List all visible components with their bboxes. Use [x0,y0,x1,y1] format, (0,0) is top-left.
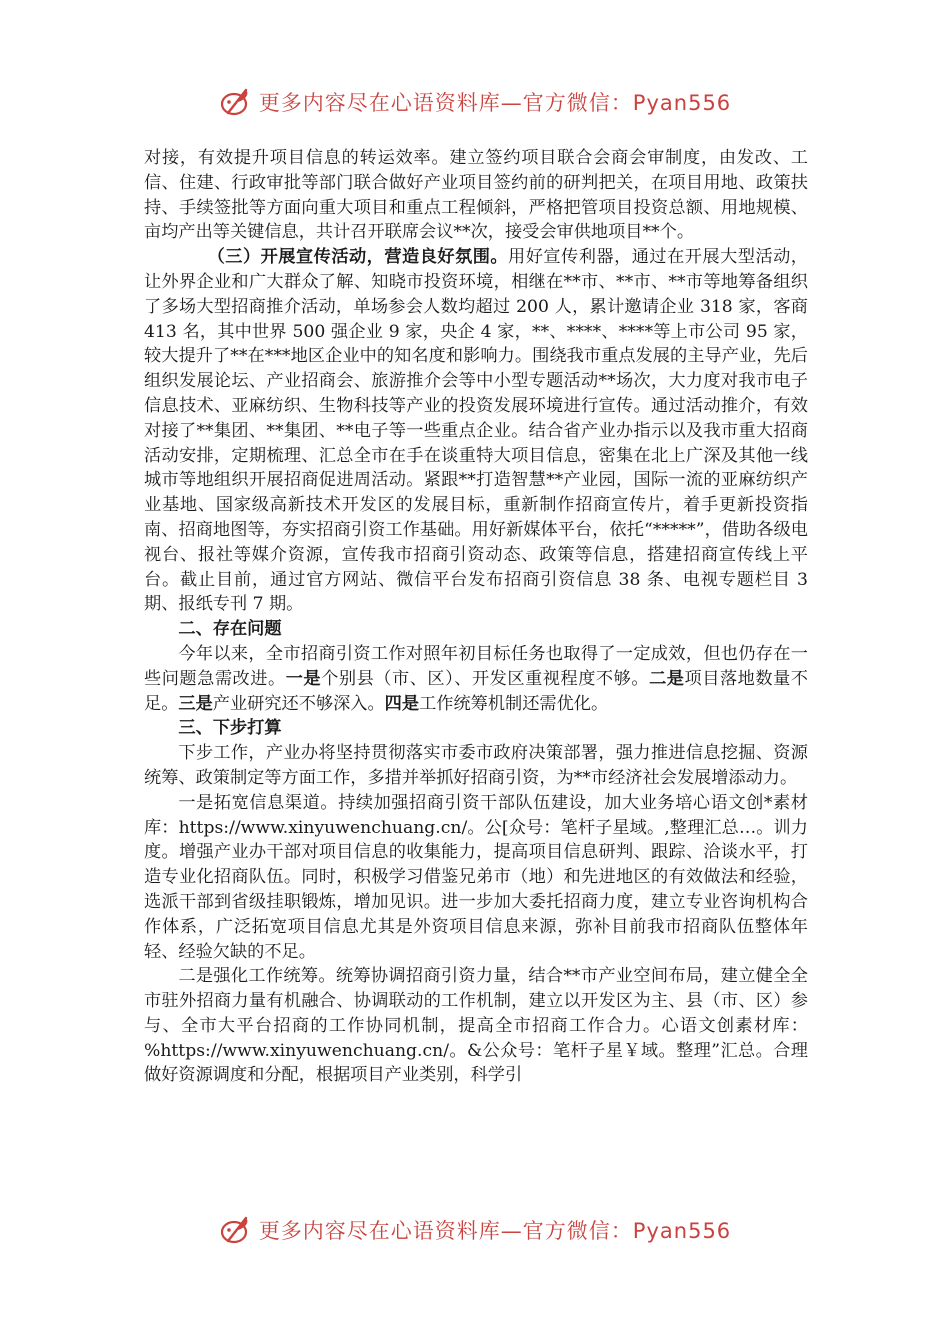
section-heading-problems [144,617,808,642]
text-run: 产业研究还不够深入。 [212,693,385,714]
text-run: 个别县（市、区）、开发区重视程度不够。 [321,668,650,689]
text-run: 今年以来，全市招商引资工作对照年初目标任务也取得了一定成效，但也仍存在一些问题急需改进。 [144,643,808,689]
paragraph-strengthen-coordination [144,964,808,1088]
document-body [144,146,808,1088]
paragraph-promotion-activities [144,245,808,617]
text-run: 二是强化工作统筹。统筹协调招商引资力量，结合**市产业空间布局，建立健全全市驻外招商力量有机融合、协调联动的工作机制，建立以开发区为主、县（市、区）参与、全市大平台招商的工作协同机制，提高全市招商工作合力。心语文创素材库：%https://www.xinyuwenchuang.cn/。&公众号：笔杆子星￥域。整理”汇总。合理做好资源调度和分配，根据项目产业类别，科学引 [144,966,808,1086]
paragraph-expand-info-channels [144,791,808,965]
paragraph-next-steps-intro [144,741,808,791]
bold-run: （三）开展宣传活动，营造良好氛围。 [207,247,509,268]
quill-logo-icon [219,1213,253,1247]
bold-run: 四是 [384,693,420,714]
text-run: 一是拓宽信息渠道。持续加强招商引资干部队伍建设，加大业务培心语文创*素材库：https://www.xinyuwenchuang.cn/。公[众号：笔杆子星域。,整理汇总…。训力度。增强产业办干部对项目信息的收集能力，提高项目信息研判、跟踪、洽谈水平，打造专业化招商队伍。同时，积极学习借鉴兄弟市（地）和先进地区的有效做法和经验，选派干部到省级挂职锻炼，增加见识。进一步加大委托招商力度，建立专业咨询机构合作体系，广泛拓宽项目信息尤其是外资项目信息来源，弥补目前我市招商队伍整体年轻、经验欠缺的不足。 [144,792,808,962]
bold-run: 一是 [285,668,322,689]
footer-banner [0,1210,950,1250]
paragraph-project-review [144,146,808,245]
bold-run: 二是 [649,668,685,689]
text-run: 对接，有效提升项目信息的转运效率。建立签约项目联合会商会审制度，由发改、工信、住建、行政审批等部门联合做好产业项目签约前的研判把关，在项目用地、政策扶持、手续签批等方面向重大项目和重点工程倾斜，严格把管项目投资总额、用地规模、亩均产出等关键信息，共计召开联席会议**次，接受会审供地项目**个。 [144,148,808,243]
header-banner [0,82,950,122]
bold-run: 三是 [178,693,213,714]
bold-run: 二、存在问题 [178,619,282,640]
paragraph-problems [144,642,808,716]
quill-logo-icon [219,85,253,119]
text-run: 下步工作，产业办将坚持贯彻落实市委市政府决策部署，强力推进信息挖掘、资源统筹、政策制定等方面工作，多措并举抓好招商引资，为**市经济社会发展增添动力。 [144,743,808,788]
banner-text: 更多内容尽在心语资料库—官方微信：Pyan556 [258,91,732,115]
bold-run: 三、下步打算 [178,718,282,739]
section-heading-next-steps [144,716,808,741]
text-run: 项目落地数量不足。 [144,668,808,714]
banner-text: 更多内容尽在心语资料库—官方微信：Pyan556 [258,1219,732,1243]
text-run: 用好宣传利器，通过在开展大型活动，让外界企业和广大群众了解、知晓市投资环境，相继在**市、**市、**市等地筹备组织了多场大型招商推介活动，单场参会人数均超过 200 人，累计邀请企业 318 家，客商 413 名，其中世界 500 强企业 9 家，央企 4 家，**、****、****等上市公司 95 家，较大提升了**在***地区企业中的知名度和影响力。围绕我市重点发展的主导产业，先后组织发展论坛、产业招商会、旅游推介会等中小型专题活动**场次，大力度对我市电子信息技术、亚麻纺织、生物科技等产业的投资发展环境进行宣传。通过活动推介，有效对接了**集团、**集团、**电子等一些重点企业。结合省产业办指示以及我市重大招商活动安排，定期梳理、汇总全市在手在谈重特大项目信息，密集在北上广深及其他一线城市等地组织开展招商促进周活动。紧跟**打造智慧**产业园，国际一流的亚麻纺织产业基地、国家级高新技术开发区的发展目标，重新制作招商宣传片，着手更新投资指南、招商地图等，夯实招商引资工作基础。用好新媒体平台，依托“*****”，借助各级电视台、报社等媒介资源，宣传我市招商引资动态、政策等信息，搭建招商宣传线上平台。截止目前，通过官方网站、微信平台发布招商引资信息 38 条、电视专题栏目 3 期、报纸专刊 7 期。 [144,247,808,615]
text-run: 工作统筹机制还需优化。 [419,693,609,714]
